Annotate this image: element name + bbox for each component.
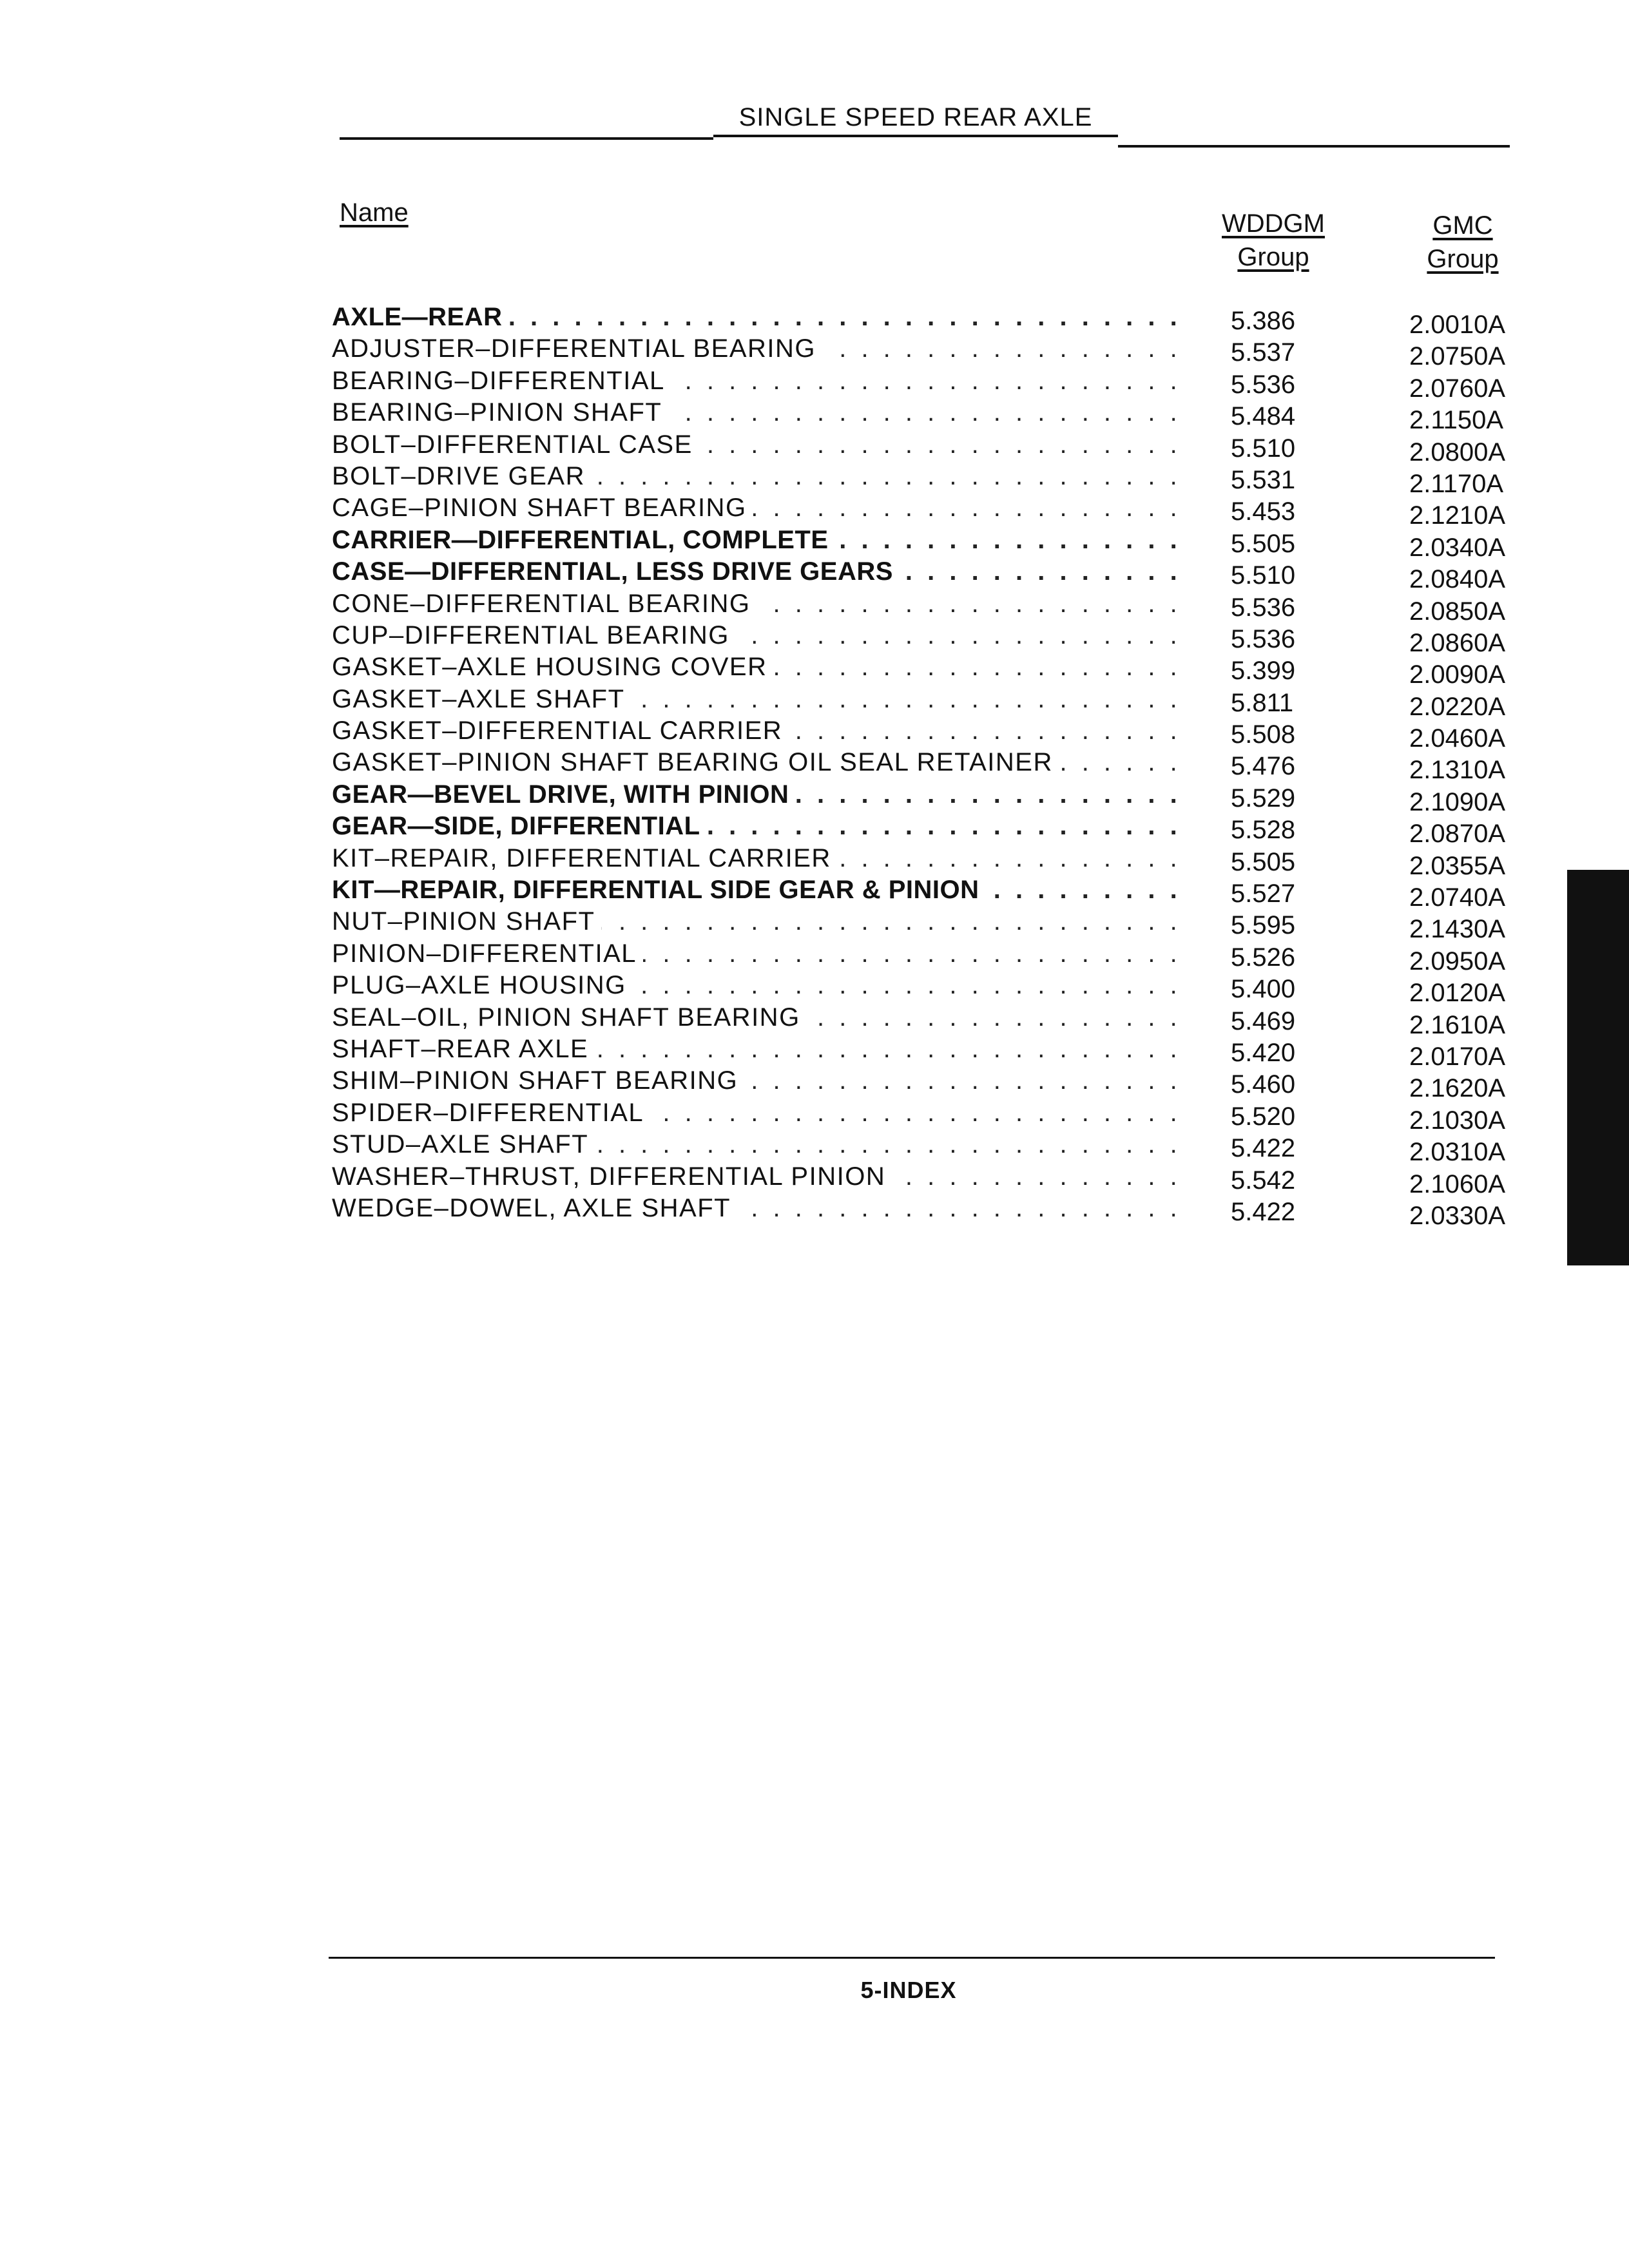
header-rule-left: [340, 137, 713, 140]
part-name-text: PLUG–AXLE HOUSING: [332, 971, 633, 999]
part-name: [332, 429, 1189, 461]
wddgm-group-number: 5.399: [1231, 657, 1296, 686]
part-name: [332, 620, 1189, 651]
list-item: [332, 811, 1543, 849]
list-item: [332, 651, 1543, 689]
wddgm-group-number: 5.460: [1231, 1070, 1296, 1099]
part-name: [332, 1033, 1189, 1065]
part-name: [332, 1002, 1189, 1033]
part-name: [332, 302, 1189, 333]
list-item: [332, 461, 1543, 498]
part-name: [332, 684, 1189, 715]
part-name-text: WEDGE–DOWEL, AXLE SHAFT: [332, 1194, 737, 1222]
header-rule-right: [1118, 145, 1510, 148]
list-item: [332, 429, 1543, 466]
list-item: [332, 1033, 1543, 1071]
list-item: [332, 1097, 1543, 1135]
column-header-wddgm-group: Group: [1237, 243, 1309, 271]
page-title: SINGLE SPEED REAR AXLE: [713, 103, 1118, 137]
wddgm-group-number: 5.526: [1231, 943, 1296, 972]
column-header-wddgm: WDDGM: [1222, 209, 1325, 238]
part-name: [332, 397, 1189, 428]
gmc-group-number: 2.1030A: [1409, 1106, 1506, 1135]
part-name: [332, 779, 1189, 811]
wddgm-group-number: 5.420: [1231, 1038, 1296, 1067]
gmc-group-number: 2.1430A: [1409, 915, 1506, 944]
gmc-group-number: 2.1210A: [1409, 501, 1506, 530]
part-name: [332, 747, 1189, 778]
wddgm-group-number: 5.595: [1231, 911, 1296, 940]
part-name-text: CAGE–PINION SHAFT BEARING: [332, 494, 753, 522]
part-name-text: SEAL–OIL, PINION SHAFT BEARING: [332, 1003, 807, 1032]
part-name-text: STUD–AXLE SHAFT: [332, 1130, 595, 1158]
part-name-text: SPIDER–DIFFERENTIAL: [332, 1099, 650, 1127]
part-name: [332, 970, 1189, 1001]
list-item: [332, 1129, 1543, 1167]
wddgm-group-number: 5.453: [1231, 497, 1296, 526]
part-name-text: NUT–PINION SHAFT: [332, 907, 601, 936]
list-item: [332, 874, 1543, 912]
wddgm-group-number: 5.484: [1231, 402, 1296, 431]
part-name: [332, 811, 1189, 842]
part-name: [332, 492, 1189, 524]
part-name-text: BEARING–PINION SHAFT: [332, 398, 668, 427]
section-thumb-tab: [1567, 870, 1629, 1265]
list-item: [332, 906, 1543, 944]
column-header-gmc: GMC: [1432, 211, 1493, 240]
part-name-text: GEAR—SIDE, DIFFERENTIAL: [332, 812, 707, 840]
wddgm-group-number: 5.476: [1231, 752, 1296, 781]
list-item: [332, 556, 1543, 594]
list-item: [332, 1193, 1543, 1230]
gmc-group-number: 2.0330A: [1409, 1201, 1506, 1230]
part-name-text: WASHER–THRUST, DIFFERENTIAL PINION: [332, 1162, 892, 1191]
part-name-text: CARRIER—DIFFERENTIAL, COMPLETE: [332, 526, 835, 554]
list-item: [332, 938, 1543, 975]
part-name: [332, 874, 1189, 906]
wddgm-group-number: 5.520: [1231, 1102, 1296, 1131]
gmc-group-number: 2.0090A: [1409, 660, 1506, 689]
gmc-group-number: 2.0850A: [1409, 597, 1506, 626]
gmc-group-number: 2.0950A: [1409, 947, 1506, 975]
parts-index-list: [332, 302, 1543, 1230]
gmc-group-number: 2.0010A: [1409, 311, 1506, 339]
list-item: [332, 302, 1543, 339]
wddgm-group-number: 5.510: [1231, 561, 1296, 590]
gmc-group-number: 2.1090A: [1409, 787, 1506, 816]
gmc-group-number: 2.0760A: [1409, 374, 1506, 403]
part-name-text: AXLE—REAR: [332, 303, 509, 331]
list-item: [332, 333, 1543, 371]
wddgm-group-number: 5.386: [1231, 307, 1296, 335]
part-name-text: BOLT–DRIVE GEAR: [332, 462, 592, 490]
wddgm-group-number: 5.542: [1231, 1166, 1296, 1195]
gmc-group-number: 2.0870A: [1409, 820, 1506, 849]
gmc-group-number: 2.1150A: [1409, 406, 1504, 435]
gmc-group-number: 2.0220A: [1409, 692, 1506, 721]
gmc-group-number: 2.1610A: [1409, 1010, 1506, 1039]
list-item: [332, 397, 1543, 435]
gmc-group-number: 2.0750A: [1409, 342, 1506, 371]
wddgm-group-number: 5.422: [1231, 1134, 1296, 1163]
gmc-group-number: 2.0800A: [1409, 437, 1506, 466]
wddgm-group-number: 5.505: [1231, 529, 1296, 558]
gmc-group-number: 2.0860A: [1409, 628, 1506, 657]
wddgm-group-number: 5.527: [1231, 879, 1296, 908]
gmc-group-number: 2.1060A: [1409, 1169, 1506, 1198]
list-item: [332, 588, 1543, 626]
list-item: [332, 715, 1543, 753]
part-name-text: KIT–REPAIR, DIFFERENTIAL CARRIER: [332, 844, 838, 872]
part-name: [332, 1161, 1189, 1193]
part-name-text: GASKET–DIFFERENTIAL CARRIER: [332, 716, 789, 745]
wddgm-group-number: 5.505: [1231, 847, 1296, 876]
part-name: [332, 1065, 1189, 1097]
gmc-group-number: 2.0355A: [1409, 851, 1506, 880]
part-name-text: KIT—REPAIR, DIFFERENTIAL SIDE GEAR & PINION: [332, 876, 986, 904]
gmc-group-number: 2.1620A: [1409, 1074, 1506, 1103]
part-name-text: SHIM–PINION SHAFT BEARING: [332, 1066, 744, 1095]
list-item: [332, 779, 1543, 816]
wddgm-group-number: 5.536: [1231, 370, 1296, 399]
wddgm-group-number: 5.528: [1231, 816, 1296, 845]
part-name-text: BOLT–DIFFERENTIAL CASE: [332, 430, 699, 459]
gmc-group-number: 2.0310A: [1409, 1138, 1506, 1167]
wddgm-group-number: 5.536: [1231, 624, 1296, 653]
list-item: [332, 365, 1543, 403]
wddgm-group-number: 5.400: [1231, 975, 1296, 1004]
part-name: [332, 1129, 1189, 1160]
part-name: [332, 906, 1189, 937]
part-name-text: GASKET–AXLE HOUSING COVER: [332, 653, 773, 681]
list-item: [332, 843, 1543, 880]
list-item: [332, 1161, 1543, 1198]
list-item: [332, 684, 1543, 721]
part-name: [332, 651, 1189, 683]
wddgm-group-number: 5.531: [1231, 465, 1296, 494]
gmc-group-number: 2.0170A: [1409, 1042, 1506, 1071]
list-item: [332, 492, 1543, 530]
wddgm-group-number: 5.537: [1231, 338, 1296, 367]
page-number: 5-INDEX: [860, 1977, 957, 2003]
list-item: [332, 1002, 1543, 1039]
part-name-text: ADJUSTER–DIFFERENTIAL BEARING: [332, 334, 822, 363]
part-name-text: GASKET–AXLE SHAFT: [332, 685, 631, 713]
part-name-text: SHAFT–REAR AXLE: [332, 1035, 595, 1063]
gmc-group-number: 2.0840A: [1409, 565, 1506, 594]
part-name: [332, 524, 1189, 556]
part-name: [332, 843, 1189, 874]
wddgm-group-number: 5.536: [1231, 593, 1296, 622]
part-name-text: GEAR—BEVEL DRIVE, WITH PINION: [332, 780, 795, 809]
list-item: [332, 620, 1543, 657]
gmc-group-number: 2.1170A: [1409, 469, 1504, 498]
part-name-text: CUP–DIFFERENTIAL BEARING: [332, 621, 736, 649]
part-name: [332, 461, 1189, 492]
list-item: [332, 747, 1543, 785]
gmc-group-number: 2.0340A: [1409, 533, 1506, 562]
list-item: [332, 1065, 1543, 1103]
part-name-text: CONE–DIFFERENTIAL BEARING: [332, 590, 757, 618]
gmc-group-number: 2.0740A: [1409, 883, 1506, 912]
column-header-gmc-group: Group: [1427, 245, 1499, 273]
part-name-text: BEARING–DIFFERENTIAL: [332, 367, 671, 395]
part-name: [332, 556, 1189, 588]
part-name: [332, 715, 1189, 747]
wddgm-group-number: 5.508: [1231, 720, 1296, 749]
wddgm-group-number: 5.529: [1231, 783, 1296, 812]
list-item: [332, 524, 1543, 562]
wddgm-group-number: 5.422: [1231, 1197, 1296, 1226]
wddgm-group-number: 5.469: [1231, 1006, 1296, 1035]
part-name: [332, 365, 1189, 397]
footer-rule: [329, 1957, 1495, 1959]
gmc-group-number: 2.0120A: [1409, 979, 1506, 1008]
part-name: [332, 1193, 1189, 1224]
column-header-name: Name: [340, 198, 409, 227]
gmc-group-number: 2.0460A: [1409, 724, 1506, 753]
part-name: [332, 938, 1189, 970]
part-name-text: PINION–DIFFERENTIAL: [332, 939, 643, 968]
wddgm-group-number: 5.510: [1231, 434, 1296, 463]
list-item: [332, 970, 1543, 1008]
wddgm-group-number: 5.811: [1231, 688, 1294, 717]
part-name: [332, 1097, 1189, 1129]
part-name-text: CASE—DIFFERENTIAL, LESS DRIVE GEARS: [332, 557, 900, 586]
part-name: [332, 588, 1189, 620]
part-name-text: GASKET–PINION SHAFT BEARING OIL SEAL RETAINER: [332, 748, 1059, 776]
part-name: [332, 333, 1189, 365]
gmc-group-number: 2.1310A: [1409, 756, 1506, 785]
